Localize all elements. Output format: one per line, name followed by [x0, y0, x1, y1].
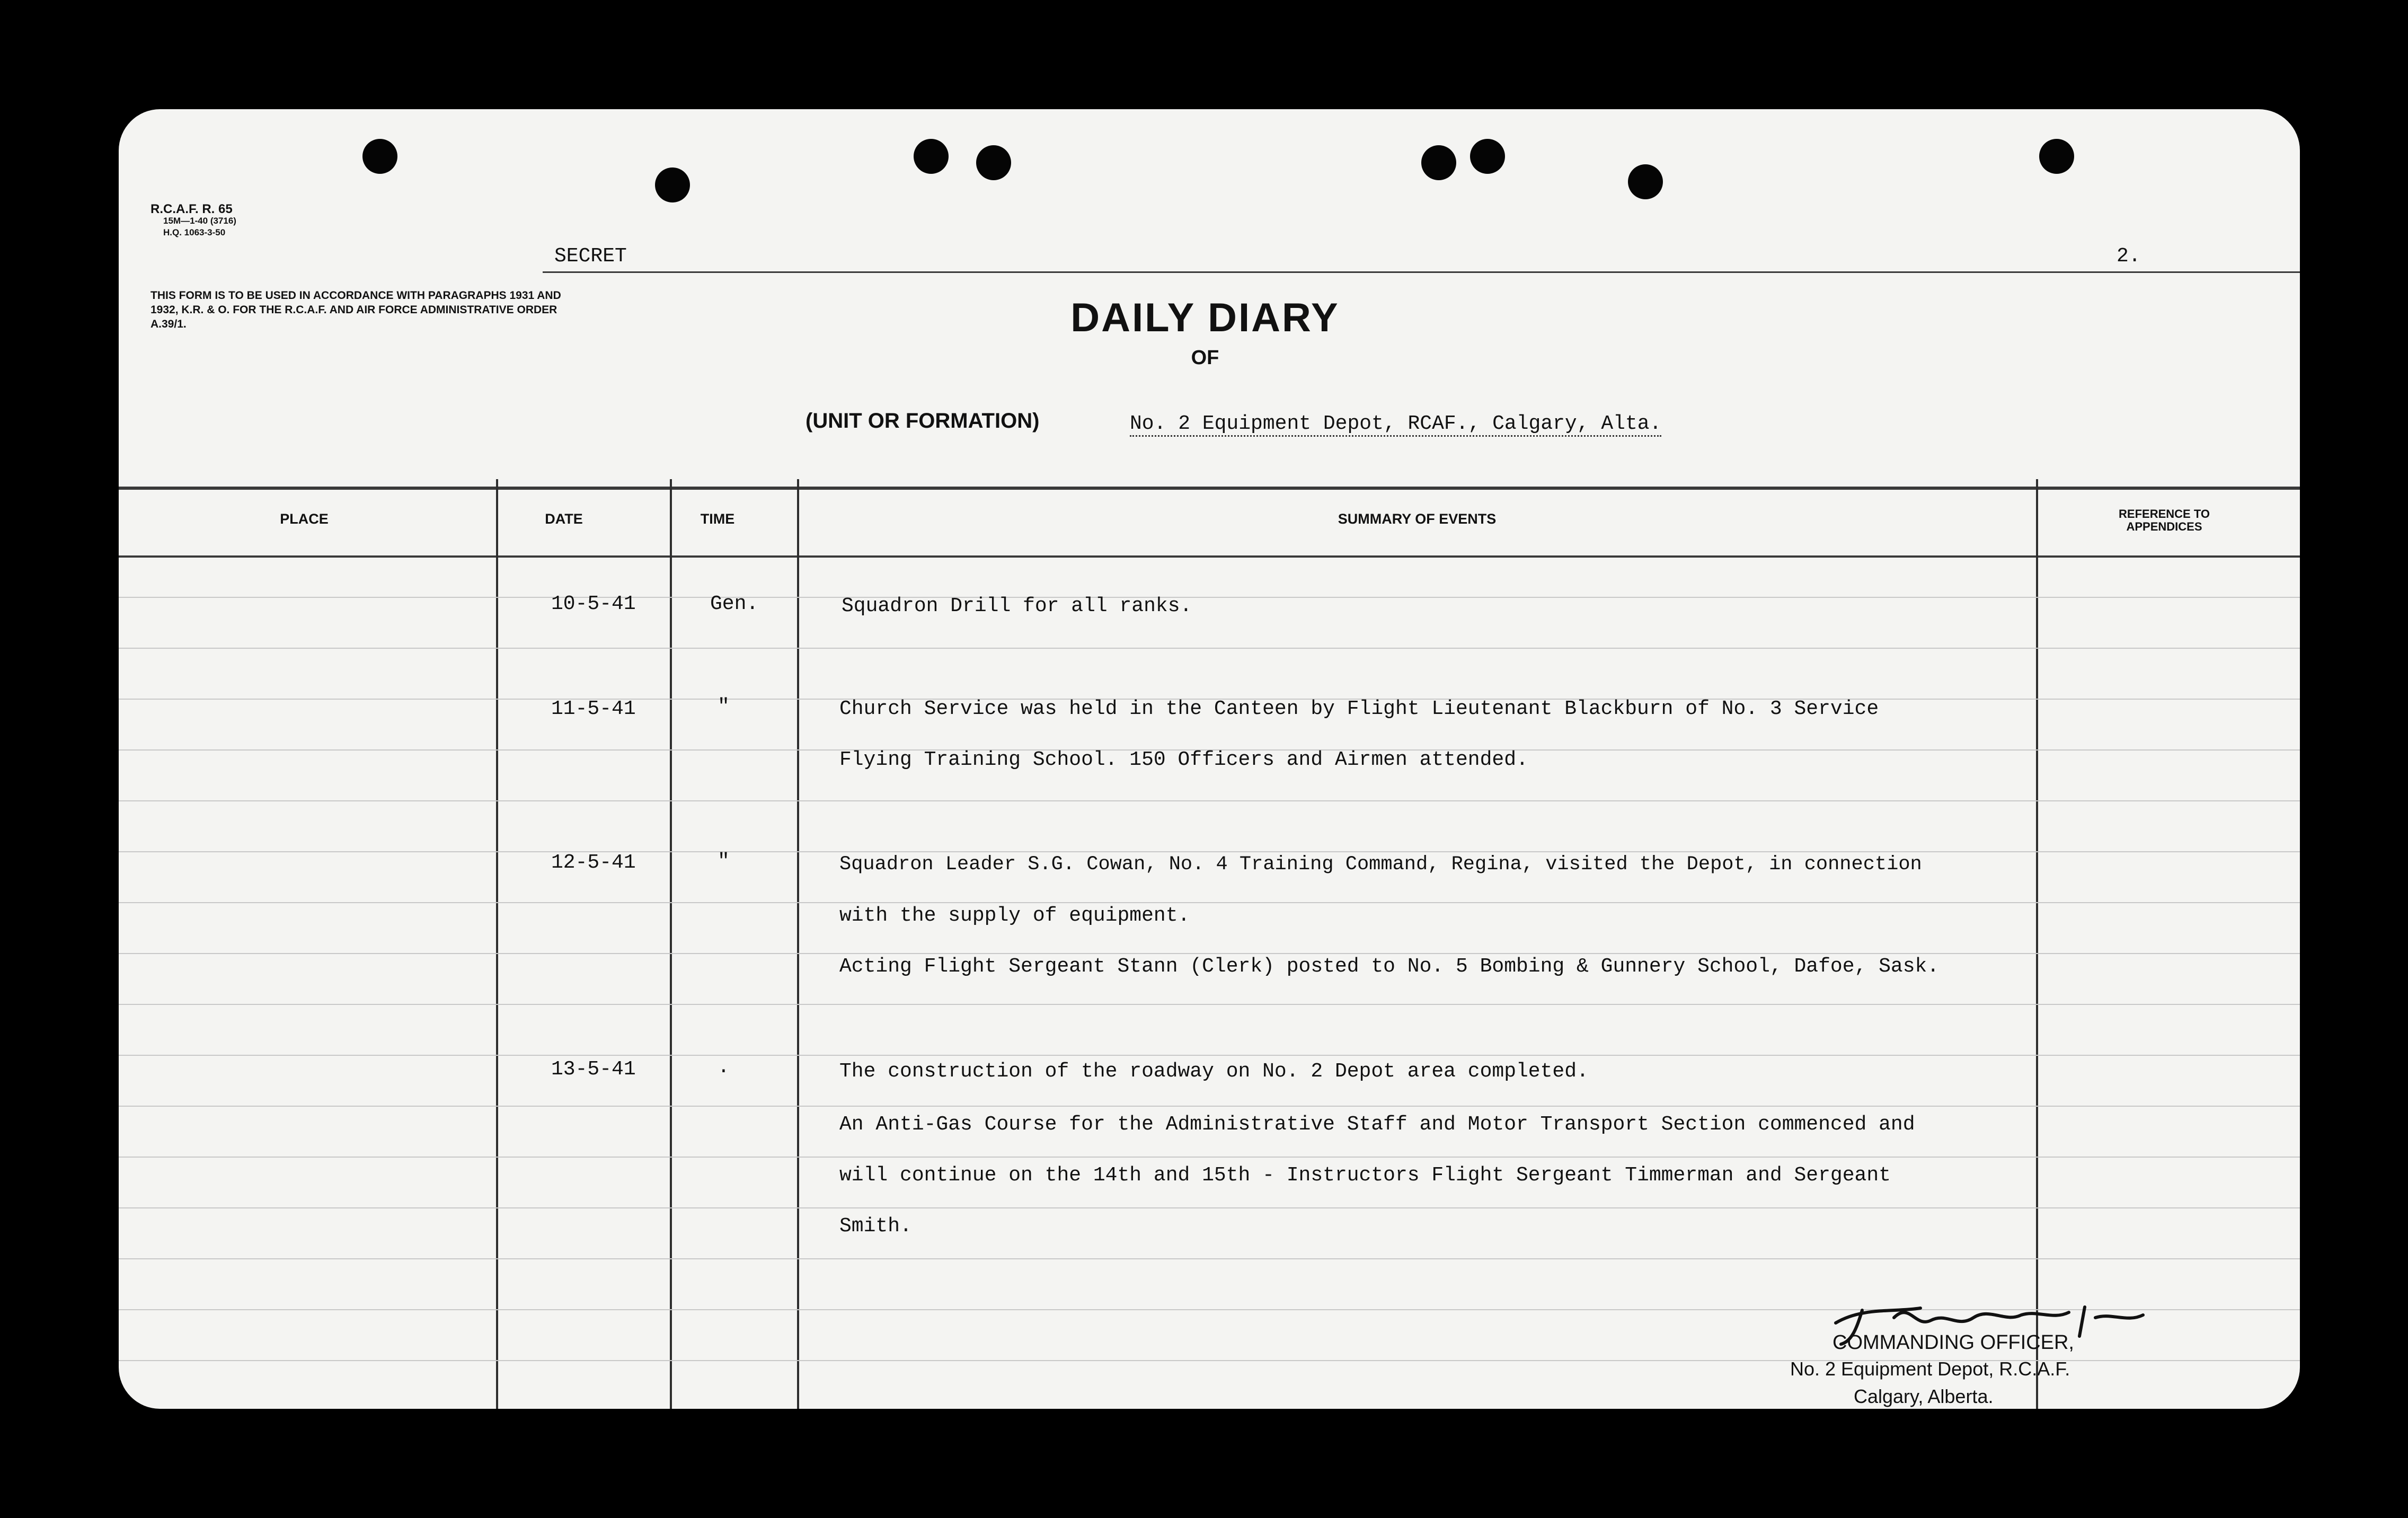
classification-label: SECRET — [554, 245, 627, 268]
entry-text: Squadron Leader S.G. Cowan, No. 4 Training Command, Regina, visited the Depot, in connection — [839, 853, 1922, 876]
entry-text: The construction of the roadway on No. 2 Depot area completed. — [839, 1060, 1589, 1083]
ruled-line — [119, 1157, 2300, 1158]
signature-location: Calgary, Alberta. — [1854, 1385, 1994, 1407]
ruled-line — [119, 597, 2300, 598]
entry-date: 13-5-41 — [551, 1058, 636, 1081]
column-divider — [496, 479, 498, 1409]
entry-text: Flying Training School. 150 Officers and Airmen attended. — [839, 748, 1528, 771]
ruled-line — [119, 953, 2300, 954]
column-header-place: PLACE — [280, 511, 329, 527]
page-number: 2. — [2117, 245, 2141, 268]
form-code-line: 15M—1-40 (3716) — [163, 216, 236, 226]
form-code — [150, 204, 236, 239]
entry-time: . — [718, 1056, 730, 1079]
ruled-line — [119, 1004, 2300, 1005]
signature-unit: No. 2 Equipment Depot, R.C.A.F. — [1790, 1358, 2070, 1380]
punch-hole — [914, 139, 949, 174]
punch-hole — [655, 167, 690, 202]
form-code-line: H.Q. 1063-3-50 — [163, 227, 226, 237]
entry-date: 10-5-41 — [551, 593, 636, 615]
entry-text: Smith. — [839, 1215, 912, 1238]
column-divider — [797, 479, 799, 1409]
column-header-date: DATE — [545, 511, 583, 527]
page-title: DAILY DIARY — [1070, 295, 1340, 340]
ruled-line — [119, 851, 2300, 852]
column-header-summary: SUMMARY OF EVENTS — [1338, 511, 1497, 527]
entry-date: 11-5-41 — [551, 698, 636, 720]
entry-text: Church Service was held in the Canteen by Flight Lieutenant Blackburn of No. 3 Service — [839, 698, 1879, 720]
entry-text: will continue on the 14th and 15th - Instructors Flight Sergeant Timmerman and Sergeant — [839, 1164, 1891, 1187]
form-instructions: THIS FORM IS TO BE USED IN ACCORDANCE WITH PARAGRAPHS 1931 AND 1932, K.R. & O. FOR THE R.C.A.F. AND AIR FORCE ADMINISTRATIVE ORDER A.39/1. — [150, 289, 561, 330]
punch-hole — [362, 139, 397, 174]
punch-hole — [976, 145, 1011, 180]
punch-hole — [2039, 139, 2074, 174]
entry-text: with the supply of equipment. — [839, 904, 1190, 927]
table-header-rule — [119, 555, 2300, 558]
entry-time: Gen. — [710, 593, 759, 615]
ruled-line — [119, 1258, 2300, 1259]
header-rule — [543, 271, 2300, 273]
column-header-reference: REFERENCE TO APPENDICES — [2119, 507, 2210, 533]
ruled-line — [119, 1106, 2300, 1107]
ruled-line — [119, 902, 2300, 903]
punch-hole — [1470, 139, 1505, 174]
title-of: OF — [1191, 347, 1219, 369]
table-top-rule — [119, 487, 2300, 490]
ruled-line — [119, 1207, 2300, 1208]
entry-text: Acting Flight Sergeant Stann (Clerk) posted to No. 5 Bombing & Gunnery School, Dafoe, Sask. — [839, 955, 1940, 978]
entry-date: 12-5-41 — [551, 851, 636, 874]
punch-hole — [1421, 145, 1456, 180]
punch-hole — [1628, 164, 1663, 199]
diary-form-card — [119, 109, 2300, 1409]
entry-time: " — [718, 850, 730, 873]
entry-text: An Anti-Gas Course for the Administrative Staff and Motor Transport Section commenced and — [839, 1113, 1915, 1136]
unit-value: No. 2 Equipment Depot, RCAF., Calgary, Alta. — [1130, 412, 1661, 437]
ruled-line — [119, 1055, 2300, 1056]
signature-title: COMMANDING OFFICER, — [1832, 1331, 2074, 1354]
entry-text: Squadron Drill for all ranks. — [842, 595, 1192, 617]
column-divider — [670, 479, 672, 1409]
column-divider — [2036, 479, 2038, 1409]
ruled-line — [119, 648, 2300, 649]
column-header-time: TIME — [700, 511, 735, 527]
ruled-line — [119, 800, 2300, 801]
unit-label: (UNIT OR FORMATION) — [805, 409, 1040, 433]
entry-time: " — [718, 695, 730, 718]
form-code-line: R.C.A.F. R. 65 — [150, 202, 233, 216]
